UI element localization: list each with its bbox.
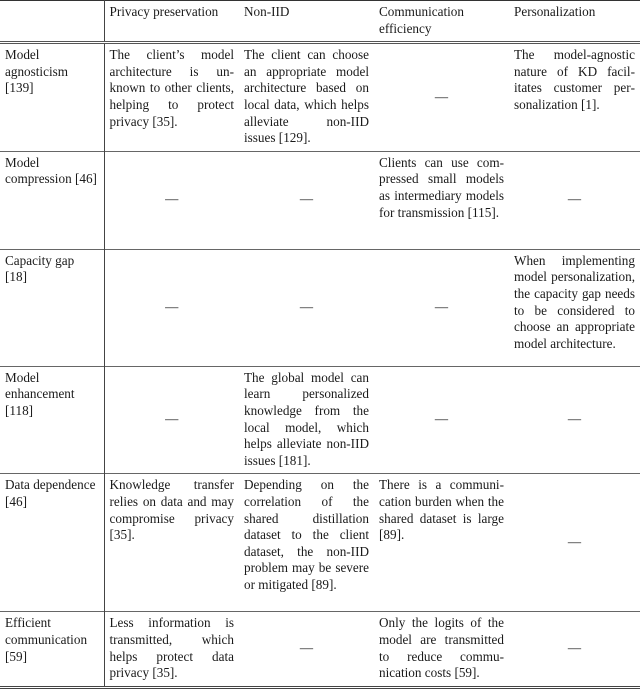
cell-personalization: — [567, 534, 582, 550]
table-row [0, 366, 640, 474]
cell-personalization: — [567, 191, 582, 207]
cell-communication: Clients can use compressed small models as intermediary models for transmission [115]. [379, 154, 504, 220]
cell-communication: — [434, 298, 449, 314]
table-row [0, 612, 640, 687]
cell-communication: There is a communication burden when the shared dataset is large [89]. [379, 477, 504, 543]
cell-communication: Only the logits of the model are transmitted to reduce communication costs [59]. [379, 615, 504, 681]
header-communication-efficiency: Communication efficiency [379, 4, 464, 36]
table-row [0, 249, 640, 366]
header-row [0, 1, 640, 43]
header-corner [0, 1, 104, 43]
header-privacy-preservation: Privacy preservation [109, 4, 219, 19]
row-label: Efficient communication [59] [0, 612, 104, 687]
cell-privacy: — [165, 298, 179, 314]
cell-personalization: — [567, 640, 582, 656]
cell-privacy: Less information is transmitted, which helps protect data privacy [35]. [109, 615, 234, 681]
cell-personalization: The model-agnostic nature of KD facilitates customer personalization [1]. [514, 47, 635, 112]
cell-non-iid: Depending on the correlation of the shared distillation dataset to the client dataset, the non-IID problem may be severe or mitigated [89]. [244, 477, 369, 592]
row-label: Model compression [46] [0, 151, 104, 249]
cell-non-iid: — [299, 191, 314, 207]
header-personalization: Personalization [514, 4, 596, 19]
cell-personalization: — [567, 411, 582, 427]
table-row [0, 43, 640, 152]
cell-privacy: — [165, 411, 179, 427]
row-label: Capacity gap [18] [0, 249, 104, 366]
cell-communication: — [434, 411, 449, 427]
table-row [0, 474, 640, 612]
row-label: Data dependence [46] [0, 474, 104, 612]
cell-personalization: When implementing model personalization, the capacity gap needs to be considered to choose an appropriate model architecture. [514, 252, 635, 351]
header-non-iid: Non-IID [244, 4, 290, 19]
cell-communication: — [434, 88, 449, 104]
cell-privacy: Knowledge transfer relies on data and may compromise privacy [35]. [109, 477, 234, 543]
cell-non-iid: — [299, 298, 314, 314]
cell-privacy: — [165, 191, 179, 207]
cell-non-iid: — [299, 640, 314, 656]
row-label: Model enhancement [118] [0, 366, 104, 474]
table-row [0, 151, 640, 249]
row-label: Model agnosticism [139] [0, 43, 104, 152]
cell-non-iid: The client can choose an appropriate model architecture based on local data, which helps alleviate non-IID issues [129]. [244, 47, 369, 146]
cell-privacy: The client’s model architecture is unknown to other clients, helping to protect privacy [35]. [109, 47, 234, 129]
cell-non-iid: The global model can learn personalized knowledge from the local model, which helps alleviate non-IID issues [181]. [244, 369, 369, 468]
